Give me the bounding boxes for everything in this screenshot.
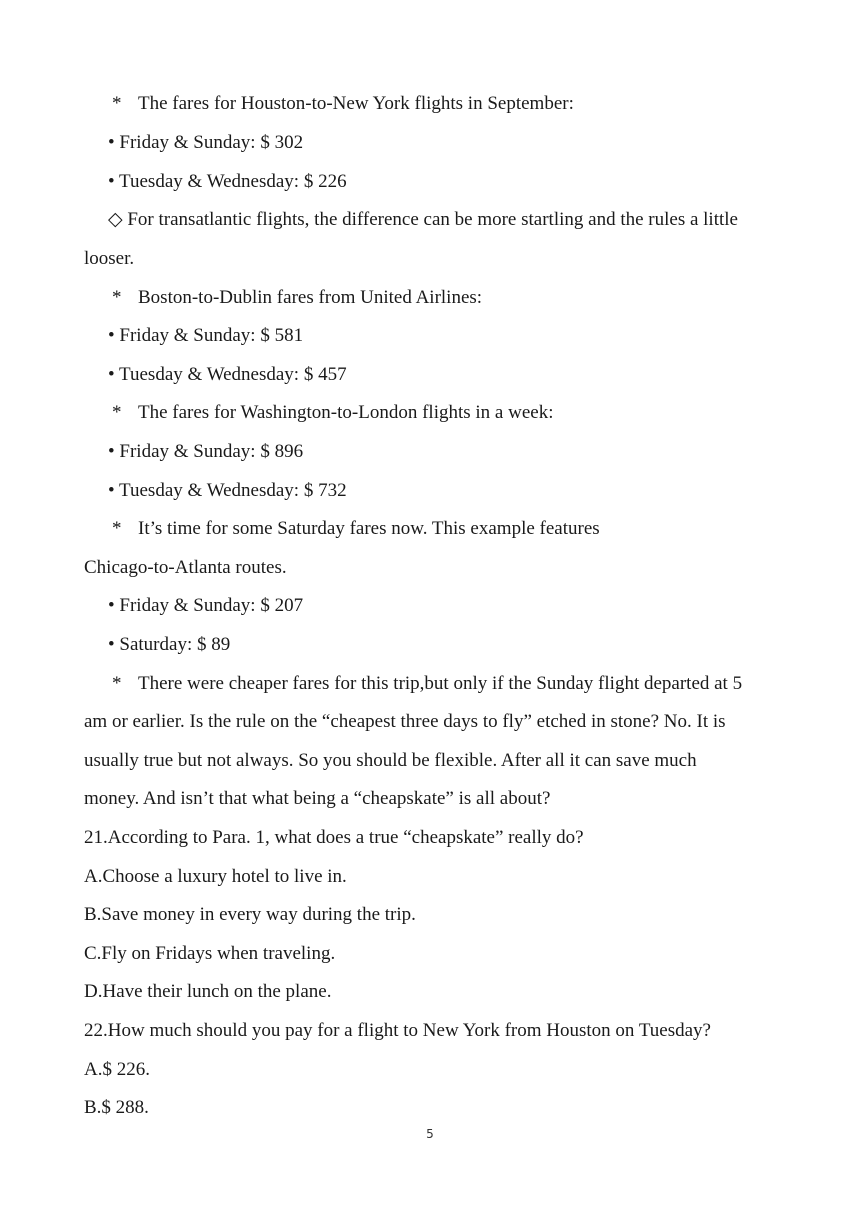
paragraph-continuation: usually true but not always. So you should be flexible. After all it can save much	[84, 750, 697, 771]
fare-heading-houston-new-york	[112, 92, 574, 116]
answer-option: B.Save money in every way during the trip.	[84, 904, 416, 925]
paragraph-continuation: am or earlier. Is the rule on the “cheapest three days to fly” etched in stone? No. It is	[84, 711, 726, 732]
answer-option: B.$ 288.	[84, 1097, 149, 1118]
asterisk-marker: *	[112, 402, 122, 423]
fare-heading-saturday	[112, 517, 600, 541]
answer-option: A.Choose a luxury hotel to live in.	[84, 866, 347, 887]
paragraph-continuation: money. And isn’t that what being a “cheapskate” is all about?	[84, 788, 551, 809]
asterisk-marker: *	[112, 93, 122, 114]
fare-bullet: • Tuesday & Wednesday: $ 226	[108, 171, 347, 192]
fare-bullet: • Friday & Sunday: $ 207	[108, 595, 304, 616]
fare-bullet: • Friday & Sunday: $ 581	[108, 325, 304, 346]
answer-option: A.$ 226.	[84, 1059, 150, 1080]
fare-heading-washington-london	[112, 401, 554, 425]
heading-text: There were cheaper fares for this trip,but only if the Sunday flight departed at 5	[138, 673, 743, 694]
asterisk-marker: *	[112, 287, 122, 308]
heading-text: The fares for Houston-to-New York flights in September:	[138, 93, 574, 114]
question-22: 22.How much should you pay for a flight to New York from Houston on Tuesday?	[84, 1020, 711, 1041]
fare-bullet: • Friday & Sunday: $ 302	[108, 132, 304, 153]
heading-text: It’s time for some Saturday fares now. This example features	[138, 518, 600, 539]
page-number: 5	[426, 1127, 434, 1141]
transatlantic-paragraph-line: ◇ For transatlantic flights, the difference can be more startling and the rules a little	[108, 209, 738, 230]
heading-text: Boston-to-Dublin fares from United Airlines:	[138, 287, 483, 308]
fare-heading-boston-dublin	[112, 286, 482, 310]
asterisk-marker: *	[112, 518, 122, 539]
paragraph-continuation: looser.	[84, 248, 135, 269]
answer-option: C.Fly on Fridays when traveling.	[84, 943, 336, 964]
paragraph-continuation: Chicago-to-Atlanta routes.	[84, 557, 287, 578]
conclusion-paragraph-line	[112, 672, 742, 696]
fare-bullet: • Tuesday & Wednesday: $ 732	[108, 480, 347, 501]
fare-bullet: • Tuesday & Wednesday: $ 457	[108, 364, 347, 385]
asterisk-marker: *	[112, 673, 122, 694]
heading-text: The fares for Washington-to-London flights in a week:	[138, 402, 554, 423]
question-21: 21.According to Para. 1, what does a true “cheapskate” really do?	[84, 827, 584, 848]
fare-bullet: • Saturday: $ 89	[108, 634, 231, 655]
answer-option: D.Have their lunch on the plane.	[84, 981, 332, 1002]
fare-bullet: • Friday & Sunday: $ 896	[108, 441, 304, 462]
